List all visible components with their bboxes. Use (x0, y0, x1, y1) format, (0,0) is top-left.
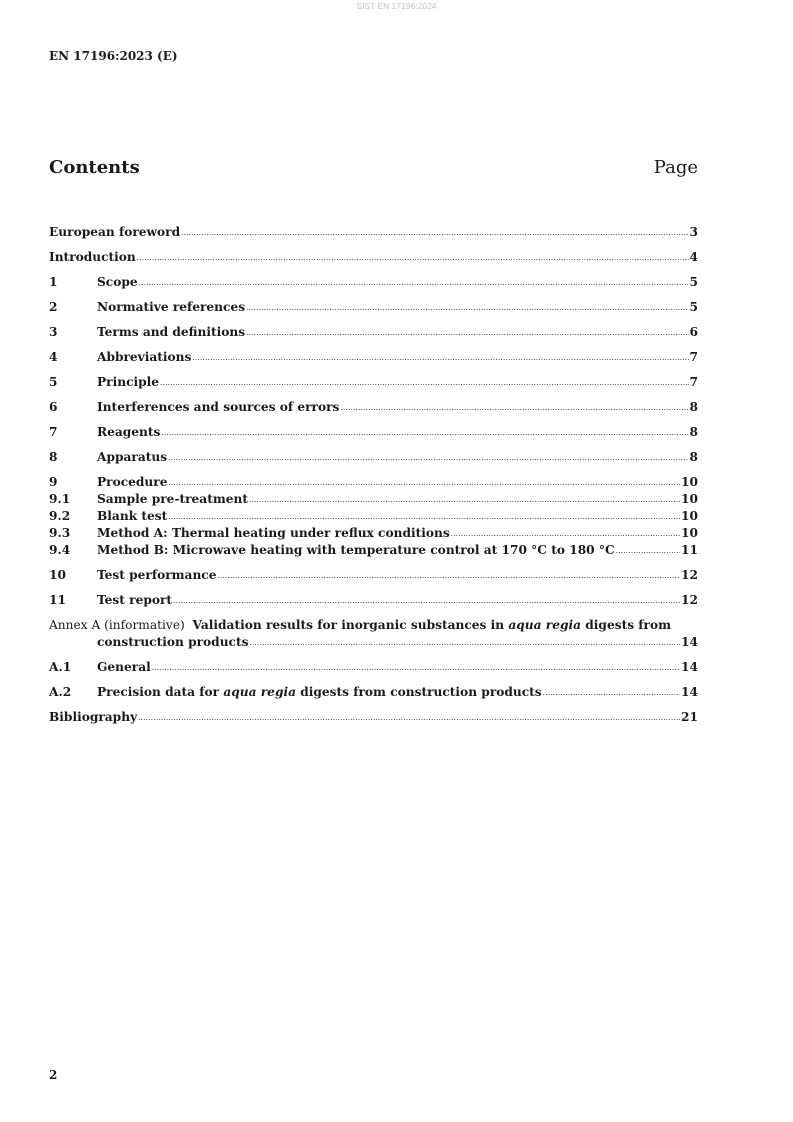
toc-title: Interferences and sources of errors (97, 400, 340, 414)
toc-title: Test report (97, 593, 173, 607)
toc-leader-dots (340, 402, 688, 414)
toc-page-number: 4 (689, 250, 698, 264)
watermark: SIST EN 17196:2024 (356, 1, 437, 11)
toc-entry-a-2[interactable] (49, 684, 698, 701)
toc-number: 6 (49, 400, 58, 414)
toc-title: European foreword (49, 225, 181, 239)
table-of-contents (49, 224, 698, 726)
toc-entry-9[interactable] (49, 474, 698, 491)
toc-leader-dots (543, 687, 680, 699)
toc-title: Terms and definitions (97, 325, 246, 339)
toc-leader-dots (160, 377, 688, 389)
toc-title (97, 684, 542, 701)
toc-title: Reagents (97, 425, 161, 439)
toc-title: Blank test (97, 509, 168, 523)
toc-number: 2 (49, 300, 58, 314)
annex-a-heading-line (49, 617, 698, 634)
toc-page-number: 12 (681, 568, 698, 582)
toc-title: General (97, 660, 151, 674)
toc-number: A.1 (49, 660, 72, 674)
toc-leader-dots (152, 662, 680, 674)
toc-leader-dots (249, 637, 680, 649)
toc-leader-dots (451, 528, 680, 540)
toc-entry-1[interactable] (49, 274, 698, 291)
toc-number: 9.4 (49, 543, 71, 557)
a2-title-start: Precision data for (97, 685, 224, 699)
toc-page-number: 7 (689, 375, 698, 389)
toc-entry-a-1[interactable] (49, 659, 698, 676)
toc-leader-dots (246, 327, 688, 339)
toc-leader-dots (217, 570, 680, 582)
toc-number: 1 (49, 275, 58, 289)
annex-a-title-end: digests from (581, 618, 671, 632)
toc-number: 10 (49, 568, 66, 582)
toc-entry-5[interactable] (49, 374, 698, 391)
toc-title: Bibliography (49, 710, 138, 724)
toc-page-number: 14 (681, 685, 698, 699)
annex-a-prefix: Annex A (informative) (49, 618, 185, 632)
toc-title: Abbreviations (97, 350, 192, 364)
toc-page-number: 14 (681, 660, 698, 674)
toc-title: Test performance (97, 568, 217, 582)
document-id: EN 17196:2023 (E) (49, 49, 178, 63)
toc-title: Method B: Microwave heating with temperature control at 170 °C to 180 °C (97, 543, 615, 557)
toc-entry-european-foreword[interactable] (49, 224, 698, 241)
annex-a-title-start: Validation results for inorganic substances in (192, 618, 509, 632)
toc-leader-dots (192, 352, 688, 364)
annex-a-title-line2: construction products (97, 635, 249, 649)
toc-entry-8[interactable] (49, 449, 698, 466)
toc-page-number: 3 (689, 225, 698, 239)
toc-title: Principle (97, 375, 160, 389)
toc-page-number: 6 (689, 325, 698, 339)
toc-number: 4 (49, 350, 58, 364)
toc-title: Normative references (97, 300, 246, 314)
toc-page-number: 11 (681, 543, 698, 557)
toc-title: Method A: Thermal heating under reflux conditions (97, 526, 450, 540)
toc-leader-dots (138, 712, 680, 724)
toc-number: A.2 (49, 685, 72, 699)
toc-entry-7[interactable] (49, 424, 698, 441)
toc-entry-4[interactable] (49, 349, 698, 366)
toc-page-number: 10 (681, 492, 698, 506)
toc-leader-dots (246, 302, 688, 314)
toc-entry-9-1[interactable] (49, 491, 698, 508)
toc-entry-9-4[interactable] (49, 542, 698, 559)
toc-title: Sample pre-treatment (97, 492, 248, 506)
toc-leader-dots (249, 494, 680, 506)
page-column-heading: Page (653, 157, 698, 178)
toc-title: Apparatus (97, 450, 168, 464)
toc-number: 8 (49, 450, 58, 464)
toc-leader-dots (616, 545, 680, 557)
toc-number: 9 (49, 475, 58, 489)
toc-title: Scope (97, 275, 138, 289)
toc-leader-dots (168, 511, 680, 523)
toc-entry-3[interactable] (49, 324, 698, 341)
annex-a-title-italic: aqua regia (508, 618, 582, 632)
toc-number: 9.2 (49, 509, 71, 523)
toc-entry-annex-a[interactable] (49, 617, 698, 651)
toc-page-number: 8 (689, 425, 698, 439)
toc-leader-dots (139, 277, 689, 289)
toc-number: 9.3 (49, 526, 71, 540)
toc-page-number: 8 (689, 450, 698, 464)
toc-leader-dots (181, 227, 688, 239)
toc-leader-dots (168, 477, 680, 489)
toc-leader-dots (173, 595, 680, 607)
toc-number: 11 (49, 593, 66, 607)
toc-page-number: 5 (689, 300, 698, 314)
toc-title: Procedure (97, 475, 168, 489)
toc-entry-10[interactable] (49, 567, 698, 584)
contents-title: Contents (49, 157, 140, 178)
toc-page-number: 12 (681, 593, 698, 607)
toc-entry-introduction[interactable] (49, 249, 698, 266)
toc-entry-11[interactable] (49, 592, 698, 609)
toc-entry-9-3[interactable] (49, 525, 698, 542)
page-number: 2 (49, 1068, 58, 1082)
toc-leader-dots (161, 427, 688, 439)
a2-title-end: digests from construction products (296, 685, 542, 699)
toc-page-number: 5 (689, 275, 698, 289)
toc-page-number: 10 (681, 475, 698, 489)
toc-entry-2[interactable] (49, 299, 698, 316)
toc-entry-bibliography[interactable] (49, 709, 698, 726)
toc-page-number: 7 (689, 350, 698, 364)
toc-number: 3 (49, 325, 58, 339)
toc-page-number: 14 (681, 635, 698, 649)
toc-entry-9-2[interactable] (49, 508, 698, 525)
toc-page-number: 10 (681, 509, 698, 523)
toc-number: 5 (49, 375, 58, 389)
toc-number: 9.1 (49, 492, 71, 506)
toc-page-number: 8 (689, 400, 698, 414)
toc-title: Introduction (49, 250, 136, 264)
toc-number: 7 (49, 425, 58, 439)
toc-entry-6[interactable] (49, 399, 698, 416)
a2-title-italic: aqua regia (223, 685, 296, 699)
toc-page-number: 10 (681, 526, 698, 540)
toc-leader-dots (137, 252, 689, 264)
toc-leader-dots (168, 452, 688, 464)
toc-page-number: 21 (681, 710, 698, 724)
